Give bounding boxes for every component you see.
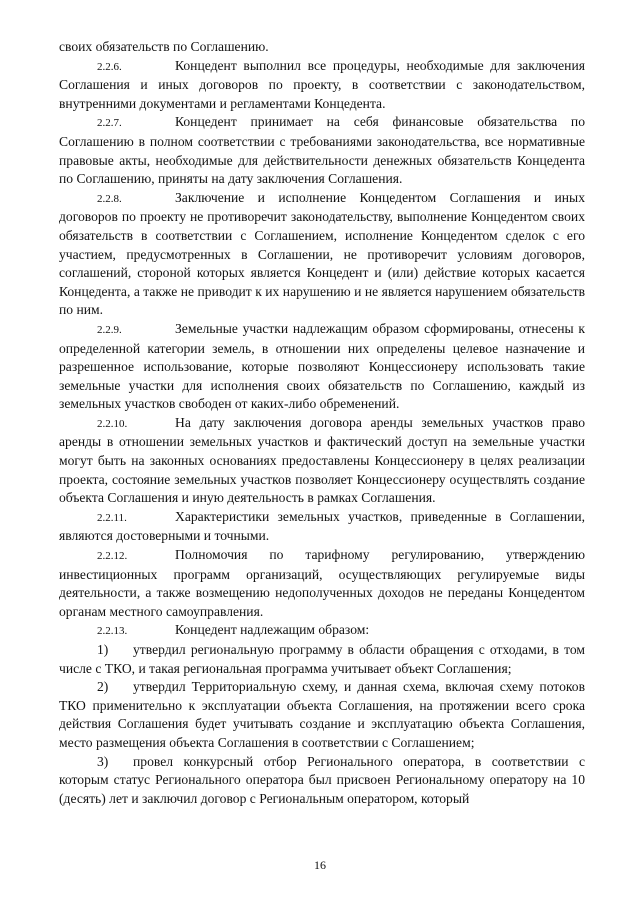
clause-text: Земельные участки надлежащим образом сформированы, отнесены к определенной категории земель, в отношении них определены целевое назначение и разрешенное использование, которые позволяют Концессионеру использовать такие земельные участки для исполнения своих обязательств по Соглашению, каждый из земельных участков свободен от каких-либо обременений. [59,320,585,412]
clause-text: Концедент надлежащим образом: [175,622,370,638]
clause-text: Заключение и исполнение Концедентом Соглашения и иных договоров по проекту не противоречит законодательству, выполнение Концедентом своих обязательств в соответствии с Соглашением, исполнение Концедентом сделок с его участием, предусмотренных в Соглашении, не противоречит условиям договоров, соглашений, стороной которых является Концедент и (или) действие которых касается Концедента, а также не приводит к их нарушению и не является нарушением обязательств по ним. [59,189,585,318]
clause-2-2-10 [59,414,585,508]
subitem-2 [59,678,585,752]
clause-2-2-11 [59,508,585,546]
subitem-text: утвердил Территориальную схему, и данная схема, включая схему потоков ТКО применительно к эксплуатации объекта Соглашения, на протяжении всего срока действия Соглашения будет учитывать создание и эксплуатацию объекта Соглашения, место размещения объекта Соглашения в соответствии с Соглашением; [59,679,585,750]
clause-number: 2.2.9. [97,323,122,336]
clause-number: 2.2.11. [97,511,127,524]
page-body [59,38,585,808]
clause-2-2-9 [59,320,585,414]
clause-text: Концедент принимает на себя финансовые обязательства по Соглашению в полном соответствии с требованиями законодательства, все нормативные правовые акты, необходимые для действительности денежных обязательств Концедента по Соглашению, приняты на дату заключения Соглашения. [59,114,585,187]
subitem-number: 1) [97,642,109,657]
clause-text: Концедент выполнил все процедуры, необходимые для заключения Соглашения и иных договоров по проекту, в соответствии с законодательством, внутренними документами и регламентами Концедента. [59,57,585,111]
clause-number: 2.2.7. [97,117,122,130]
clause-2-2-7 [59,113,585,188]
clause-2-2-13 [59,621,585,641]
subitem-text: провел конкурсный отбор Регионального оператора, в соответствии с которым статус Регионального оператора был присвоен Региональному оператору на 10 (десять) лет и заключил договор с Региональным оператором, который [59,753,585,806]
clause-number: 2.2.12. [97,550,128,563]
clause-text: На дату заключения договора аренды земельных участков право аренды в отношении земельных участков и фактический доступ на земельные участки могут быть на законных основаниях предоставлены Концессионеру в целях реализации проекта, состояние земельных участков позволяет Концессионеру осуществлять создание объекта Соглашения и иную деятельность в рамках Соглашения. [59,414,585,506]
subitem-1 [59,641,585,678]
subitem-number: 3) [97,753,109,769]
clause-number: 2.2.8. [97,192,122,205]
clause-number: 2.2.6. [97,60,122,73]
clause-2-2-8 [59,189,585,320]
clause-text: Характеристики земельных участков, приведенные в Соглашении, являются достоверными и точными. [59,508,585,544]
page-number: 16 [314,858,326,872]
clause-number: 2.2.13. [97,625,128,638]
clause-number: 2.2.10. [97,417,128,430]
subitem-3 [59,753,585,809]
lead-line: своих обязательств по Соглашению. [59,39,269,54]
clause-text: Полномочия по тарифному регулированию, утверждению инвестиционных программ организаций, осуществляющих регулируемые виды деятельности, а также возмещению недополученных доходов не переданы Концедентом органам местного самоуправления. [59,547,585,619]
clause-2-2-6 [59,57,585,114]
subitem-text: утвердил региональную программу в области обращения с отходами, в том числе с ТКО, и такая региональная программа учитывает объект Соглашения; [59,642,585,676]
clause-2-2-12 [59,546,585,621]
subitem-number: 2) [97,679,109,695]
